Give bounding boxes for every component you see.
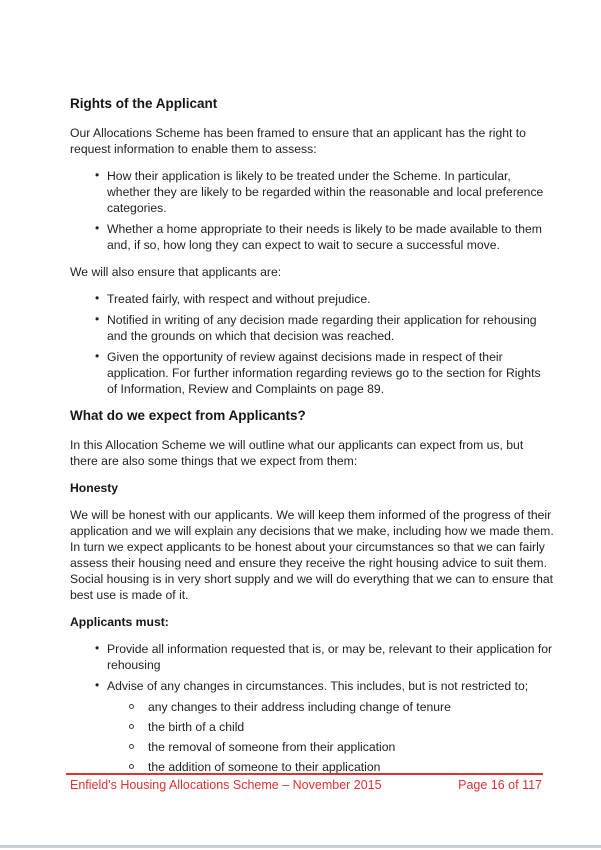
- list-item-text: How their application is likely to be treated under the Scheme. In particular, whether they are likely to be regarded within the reasonable and local preference categories.: [107, 169, 544, 215]
- changes-sub-bullet-list: [70, 699, 554, 775]
- heading-what-we-expect: What do we expect from Applicants?: [70, 408, 306, 423]
- sub-list-item-text: the addition of someone to their application: [148, 760, 381, 774]
- list-item-text: Provide all information requested that is, or may be, relevant to their application for rehousing: [107, 642, 553, 672]
- page-bottom-edge: [0, 845, 601, 848]
- bullet-icon: •: [95, 678, 100, 692]
- list-item-text: Advise of any changes in circumstances. This includes, but is not restricted to;: [107, 679, 529, 693]
- sub-list-item-text: any changes to their address including change of tenure: [148, 700, 451, 714]
- heading-honesty: Honesty: [70, 481, 119, 495]
- heading-rights-of-applicant: Rights of the Applicant: [70, 96, 218, 111]
- list-item: [70, 349, 554, 397]
- sub-bullet-icon: [129, 724, 134, 729]
- list-item-text: Notified in writing of any decision made regarding their application for rehousing and the grounds on which that decision was reached.: [107, 313, 537, 343]
- sub-bullet-icon: [129, 704, 134, 709]
- bullet-icon: •: [95, 312, 100, 326]
- bullet-icon: •: [95, 168, 100, 182]
- list-item: [70, 168, 554, 216]
- expect-intro-paragraph: In this Allocation Scheme we will outline what our applicants can expect from us, but there are also some things that we expect from them:: [70, 438, 524, 468]
- list-item: [70, 291, 554, 307]
- list-item: [70, 221, 554, 253]
- list-item-text: Treated fairly, with respect and without prejudice.: [107, 292, 371, 306]
- sub-list-item: [70, 699, 554, 715]
- sub-list-item-text: the removal of someone from their application: [148, 740, 396, 754]
- bullet-icon: •: [95, 221, 100, 235]
- rights-bullet-list: [70, 168, 554, 253]
- page-content: [70, 96, 554, 786]
- bullet-icon: •: [95, 349, 100, 363]
- ensure-bullet-list: [70, 291, 554, 397]
- bullet-icon: •: [95, 291, 100, 305]
- list-item: [70, 678, 554, 694]
- ensure-intro-paragraph: We will also ensure that applicants are:: [70, 265, 282, 279]
- honesty-paragraph: We will be honest with our applicants. We will keep them informed of the progress of their application and we will explain any decisions that we make, including how we made them. In turn we expect applicants to be honest about your circumstances so that we can fairly assess their housing need and ensure they receive the right housing advice to suit them. Social housing is in very short supply and we will do everything that we can to ensure that best use is made of it.: [70, 508, 554, 602]
- footer-document-title: Enfield's Housing Allocations Scheme – November 2015: [70, 778, 382, 792]
- list-item: [70, 312, 554, 344]
- footer-page-number: Page 16 of 117: [458, 778, 542, 792]
- sub-list-item: [70, 719, 554, 735]
- heading-applicants-must: Applicants must:: [70, 615, 169, 629]
- sub-list-item-text: the birth of a child: [148, 720, 245, 734]
- list-item: [70, 641, 554, 673]
- sub-bullet-icon: [129, 764, 134, 769]
- sub-list-item: [70, 739, 554, 755]
- page-footer: [66, 773, 543, 793]
- rights-intro-paragraph: Our Allocations Scheme has been framed to ensure that an applicant has the right to request information to enable them to assess:: [70, 126, 526, 156]
- bullet-icon: •: [95, 641, 100, 655]
- list-item-text: Whether a home appropriate to their needs is likely to be made available to them and, if so, how long they can expect to wait to secure a successful move.: [107, 222, 542, 252]
- list-item-text: Given the opportunity of review against decisions made in respect of their application. For further information regarding reviews go to the section for Rights of Information, Review and Complaints on page 89.: [107, 350, 541, 396]
- applicants-must-bullet-list: [70, 641, 554, 775]
- sub-bullet-icon: [129, 744, 134, 749]
